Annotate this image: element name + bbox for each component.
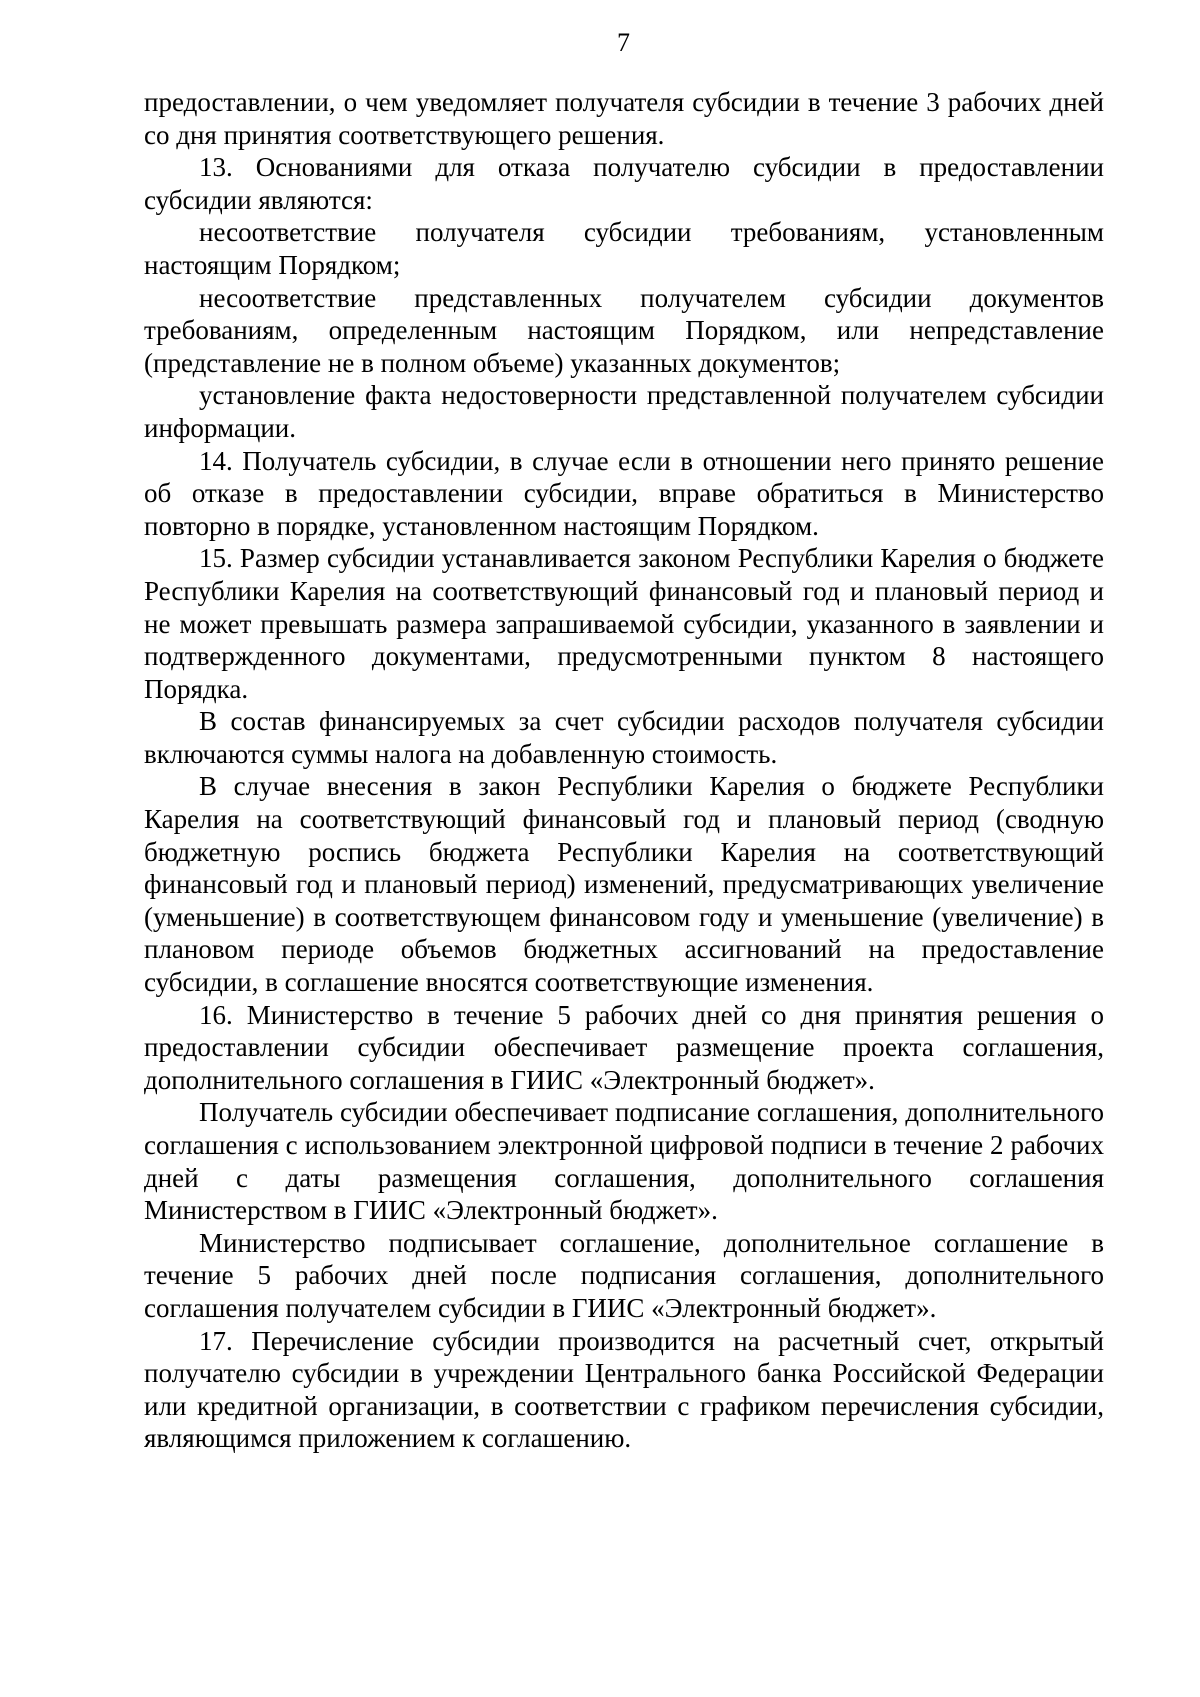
paragraph-recipient-signing: Получатель субсидии обеспечивает подписание соглашения, дополнительного соглашения с использованием электронной цифровой подписи в течение 2 рабочих дней с даты размещения соглашения, дополнительного соглашения Министерством в ГИИС «Электронный бюджет». — [144, 1097, 1104, 1226]
paragraph-continuation: предоставлении, о чем уведомляет получателя субсидии в течение 3 рабочих дней со дня принятия соответствующего решения. — [144, 87, 1104, 150]
paragraph-item-13: 13. Основаниями для отказа получателю субсидии в предоставлении субсидии являются: — [144, 152, 1104, 215]
paragraph-item-15: 15. Размер субсидии устанавливается законом Республики Карелия о бюджете Республики Карелия на соответствующий финансовый год и плановый период и не может превышать размера запрашиваемой субсидии, указанного в заявлении и подтвержденного документами, предусмотренными пунктом 8 настоящего Порядка. — [144, 543, 1104, 704]
paragraph-budget-changes: В случае внесения в закон Республики Карелия о бюджете Республики Карелия на соответствующий финансовый год и плановый период (сводную бюджетную роспись бюджета Республики Карелия на соответствующий финансовый год и плановый период) изменений, предусматривающих увеличение (уменьшение) в соответствующем финансовом году и уменьшение (увеличение) в плановом периоде объемов бюджетных ассигнований на предоставление субсидии, в соглашение вносятся соответствующие изменения. — [144, 771, 1104, 998]
paragraph-reason-documents: несоответствие представленных получателем субсидии документов требованиям, определенным настоящим Порядком, или непредставление (представление не в полном объеме) указанных документов; — [144, 282, 1104, 378]
paragraph-item-16: 16. Министерство в течение 5 рабочих дней со дня принятия решения о предоставлении субсидии обеспечивает размещение проекта соглашения, дополнительного соглашения в ГИИС «Электронный бюджет». — [144, 999, 1104, 1095]
paragraph-item-14: 14. Получатель субсидии, в случае если в отношении него принято решение об отказе в предоставлении субсидии, вправе обратиться в Министерство повторно в порядке, установленном настоящим Порядком. — [144, 445, 1104, 541]
paragraph-ministry-signing: Министерство подписывает соглашение, дополнительное соглашение в течение 5 рабочих дней после подписания соглашения, дополнительного соглашения получателем субсидии в ГИИС «Электронный бюджет». — [144, 1227, 1104, 1323]
document-body — [144, 86, 1104, 1455]
page-number: 7 — [617, 28, 630, 57]
paragraph-reason-requirements: несоответствие получателя субсидии требованиям, установленным настоящим Порядком; — [144, 217, 1104, 280]
paragraph-item-17: 17. Перечисление субсидии производится на расчетный счет, открытый получателю субсидии в учреждении Центрального банка Российской Федерации или кредитной организации, в соответствии с графиком перечисления субсидии, являющимся приложением к соглашению. — [144, 1325, 1104, 1454]
paragraph-reason-false-info: установление факта недостоверности представленной получателем субсидии информации. — [144, 380, 1104, 443]
paragraph-vat: В состав финансируемых за счет субсидии расходов получателя субсидии включаются суммы налога на добавленную стоимость. — [144, 706, 1104, 769]
